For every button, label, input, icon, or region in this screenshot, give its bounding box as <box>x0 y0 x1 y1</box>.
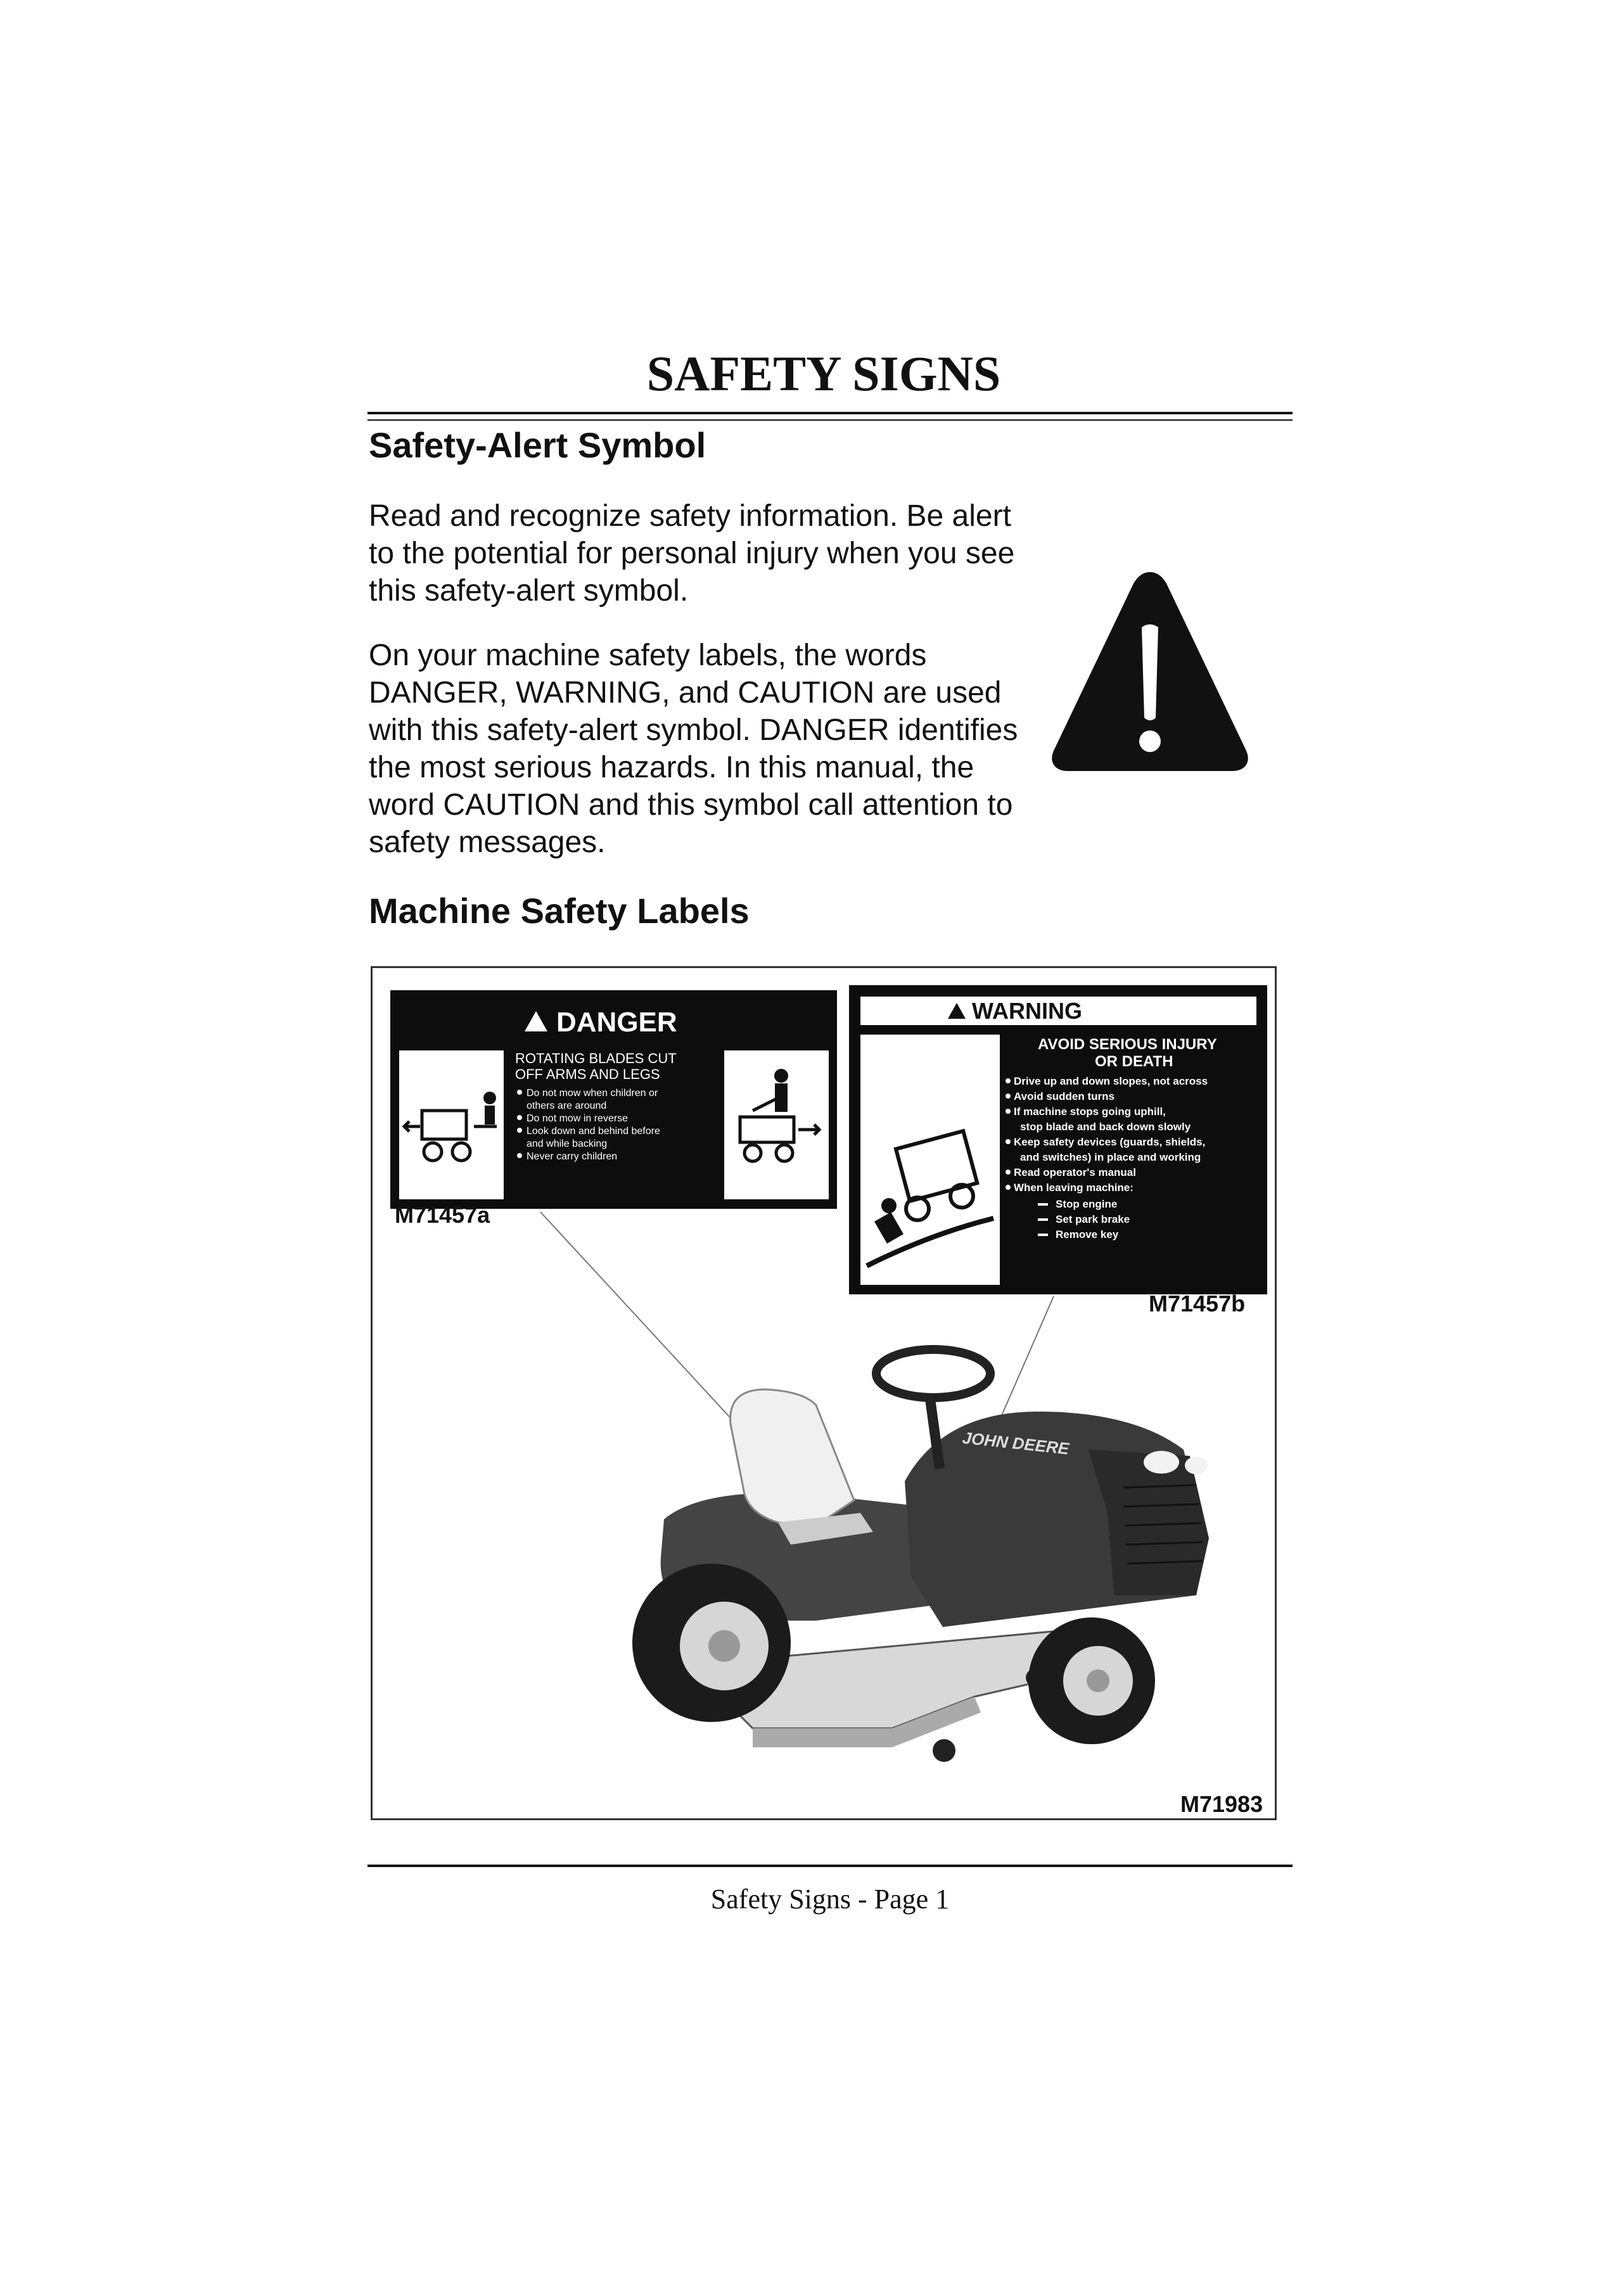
danger-headline-2: OFF ARMS AND LEGS <box>515 1066 660 1082</box>
title-rule <box>367 412 1293 414</box>
safety-alert-paragraph-2: On your machine safety labels, the words DANGER, WARNING, and CAUTION are used with this safety-alert symbol. DANGER identifies the most serious hazards. In this manual, the word CAUTION and this symbol call attention to safety messages. <box>369 639 1018 859</box>
warning-line-5: Keep safety devices (guards, shields, <box>1014 1136 1206 1148</box>
danger-bullet-4: Look down and behind before <box>527 1126 660 1137</box>
title-rule-thin <box>367 419 1293 421</box>
danger-bullet-1: Do not mow when children or <box>527 1088 658 1099</box>
danger-headline-1: ROTATING BLADES CUT <box>515 1050 677 1066</box>
footer-rule <box>367 1865 1293 1867</box>
warning-line-6: and switches) in place and working <box>1020 1151 1201 1163</box>
page-title: SAFETY SIGNS <box>646 346 1001 401</box>
warning-line-10: Set park brake <box>1056 1213 1130 1225</box>
danger-bullet-5: and while backing <box>527 1138 608 1149</box>
lawn-tractor-image <box>632 1349 1209 1762</box>
tractor-brand-text: JOHN DEERE <box>961 1428 1070 1458</box>
safety-alert-heading: Safety-Alert Symbol <box>369 425 706 465</box>
warning-headline-1: AVOID SERIOUS INJURY <box>1038 1036 1217 1053</box>
warning-line-1: Drive up and down slopes, not across <box>1014 1075 1208 1087</box>
safety-alert-paragraph-1: Read and recognize safety information. Be alert to the potential for personal injury when you see this safety-alert symbol. <box>369 499 1015 608</box>
tractor-part-number: M71983 <box>1180 1791 1263 1817</box>
danger-label <box>390 990 837 1209</box>
machine-labels-figure <box>371 966 1277 1820</box>
machine-safety-labels-heading: Machine Safety Labels <box>369 891 750 931</box>
figure-illustration <box>373 968 1275 1818</box>
danger-signal-word: DANGER <box>556 1007 677 1038</box>
warning-line-9: Stop engine <box>1056 1198 1118 1210</box>
danger-bullet-3: Do not mow in reverse <box>527 1113 629 1124</box>
safety-alert-triangle-icon <box>1049 567 1251 776</box>
warning-headline-2: OR DEATH <box>1095 1053 1173 1070</box>
warning-line-8: When leaving machine: <box>1014 1182 1133 1194</box>
page-footer: Safety Signs - Page 1 <box>710 1884 950 1915</box>
danger-part-number: M71457a <box>395 1202 490 1228</box>
warning-line-7: Read operator's manual <box>1014 1166 1136 1178</box>
danger-bullet-6: Never carry children <box>527 1151 618 1162</box>
warning-line-2: Avoid sudden turns <box>1014 1090 1114 1102</box>
warning-line-3: If machine stops going uphill, <box>1014 1106 1166 1118</box>
danger-bullet-2: others are around <box>527 1100 607 1111</box>
warning-line-4: stop blade and back down slowly <box>1020 1121 1191 1133</box>
warning-line-11: Remove key <box>1056 1228 1119 1240</box>
warning-signal-word: WARNING <box>972 998 1082 1024</box>
warning-label <box>849 985 1267 1294</box>
warning-part-number: M71457b <box>1149 1291 1246 1317</box>
